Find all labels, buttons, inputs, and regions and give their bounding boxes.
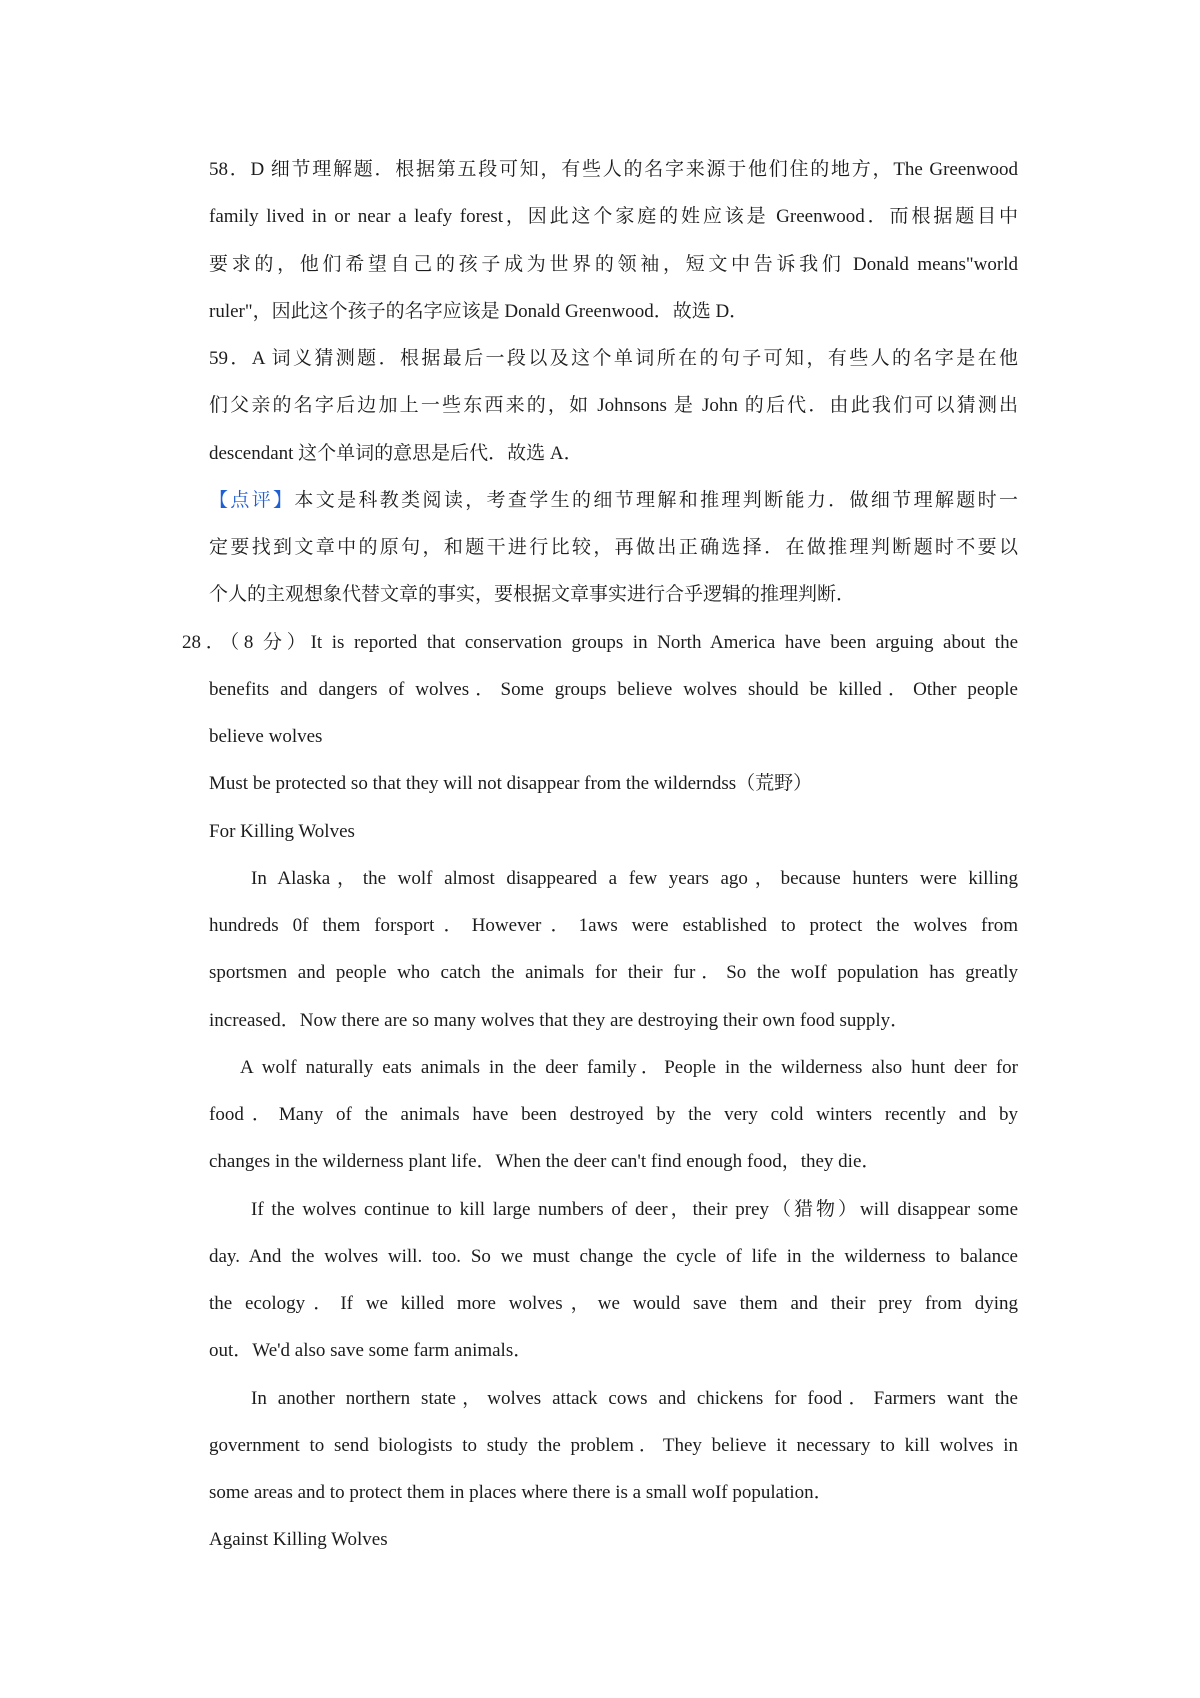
text-line: In another northern state，wolves attack cows and chickens for food．Farmers want the bbox=[251, 1387, 1018, 1409]
text-line: 们父亲的名字后边加上一些东西来的，如 Johnsons 是 John 的后代．由此我们可以猜测出 bbox=[209, 395, 1018, 417]
text-line: 定要找到文章中的原句，和题干进行比较，再做出正确选择．在做推理判断题时不要以 bbox=[209, 537, 1018, 558]
section-heading-for: For Killing Wolves bbox=[209, 820, 355, 842]
text-line: day. And the wolves will. too. So we must change the cycle of life in the wilderness to balance bbox=[209, 1245, 1018, 1267]
text-line: the ecology．If we killed more wolves，we would save them and their prey from dying bbox=[209, 1293, 1018, 1314]
text-line: 58．D 细节理解题．根据第五段可知，有些人的名字来源于他们住的地方，The Greenwood bbox=[209, 159, 1018, 180]
question-28 bbox=[0, 619, 1200, 1564]
text-line: ruler"，因此这个孩子的名字应该是 Donald Greenwood．故选 D． bbox=[209, 300, 749, 322]
section-heading-against: Against Killing Wolves bbox=[209, 1529, 388, 1551]
text-line: 个人的主观想象代替文章的事实，要根据文章事实进行合乎逻辑的推理判断． bbox=[209, 584, 856, 606]
answer-58 bbox=[0, 146, 1200, 335]
passage-paragraph bbox=[0, 1186, 1200, 1375]
text-line: descendant 这个单词的意思是后代．故选 A． bbox=[209, 442, 583, 464]
text-line: hundreds 0f them forsport．However．1aws were established to protect the wolves from bbox=[209, 915, 1018, 936]
answer-59 bbox=[0, 335, 1200, 477]
text-line: out．We'd also save some farm animals． bbox=[209, 1340, 533, 1362]
text-line: benefits and dangers of wolves．Some groups believe wolves should be killed．Other people bbox=[209, 678, 1018, 700]
text-line: 要求的，他们希望自己的孩子成为世界的领袖，短文中告诉我们 Donald means"world bbox=[209, 253, 1018, 275]
text-line: increased．Now there are so many wolves that they are destroying their own food supply． bbox=[209, 1009, 910, 1031]
text-line: believe wolves bbox=[209, 726, 323, 747]
passage-paragraph bbox=[0, 1375, 1200, 1517]
passage-paragraph bbox=[0, 1044, 1200, 1186]
question-first-line: 28．（8 分）It is reported that conservation groups in North America have been arguing about the bbox=[182, 631, 1018, 653]
passage-paragraph bbox=[0, 855, 1200, 1044]
comment-tag: 【点评】 bbox=[209, 489, 295, 511]
text-line: Must be protected so that they will not disappear from the wilderndss（荒野） bbox=[209, 773, 813, 795]
text-line: sportsmen and people who catch the animals for their fur．So the woIf population has greatly bbox=[209, 962, 1018, 984]
text-line: government to send biologists to study the problem．They believe it necessary to kill wolves in bbox=[209, 1434, 1018, 1456]
text-line: food．Many of the animals have been destroyed by the very cold winters recently and by bbox=[209, 1104, 1018, 1125]
comment-first-line bbox=[209, 477, 1018, 524]
text-line: In Alaska，the wolf almost disappeared a few years ago，because hunters were killing bbox=[251, 867, 1018, 889]
text-line: 59．A 词义猜测题．根据最后一段以及这个单词所在的句子可知，有些人的名字是在他 bbox=[209, 348, 1018, 369]
text-line: changes in the wilderness plant life．When the deer can't find enough food，they die． bbox=[209, 1151, 881, 1173]
text-line: 本文是科教类阅读，考查学生的细节理解和推理判断能力．做细节理解题时一 bbox=[294, 489, 1018, 511]
text-line: some areas and to protect them in places where there is a small woIf population． bbox=[209, 1482, 833, 1503]
text-line: If the wolves continue to kill large numbers of deer，their prey（猎物）will disappear some bbox=[251, 1198, 1018, 1220]
comment-block bbox=[0, 477, 1200, 619]
document-page bbox=[0, 146, 1200, 1564]
text-line: family lived in or near a leafy forest，因此这个家庭的姓应该是 Greenwood．而根据题目中 bbox=[209, 206, 1018, 228]
text-line: A wolf naturally eats animals in the deer family．People in the wilderness also hunt deer for bbox=[240, 1056, 1018, 1078]
